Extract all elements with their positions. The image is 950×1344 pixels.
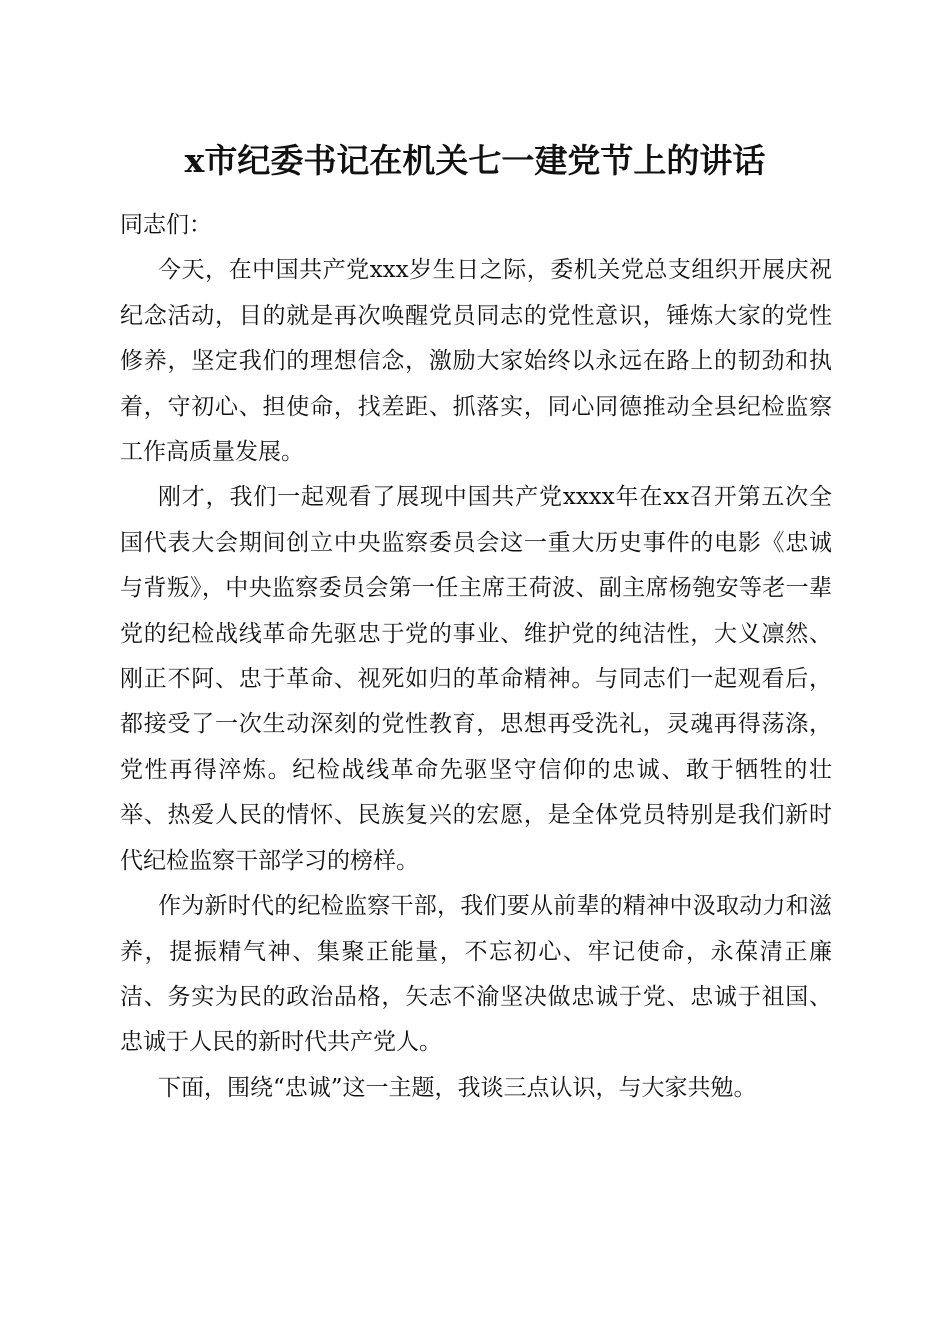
paragraph-opening: 今天，在中国共产党xxx岁生日之际，委机关党总支组织开展庆祝纪念活动，目的就是再次唤醒党员同志的党性意识，锤炼大家的党性修养，坚定我们的理想信念，激励大家始终以永远在路上的韧劲和执着，守初心、担使命，找差距、抓落实，同心同德推动全县纪检监察工作高质量发展。 <box>120 257 832 466</box>
document-body <box>120 203 832 1111</box>
paragraph-topic-intro: 下面，围绕“忠诚”这一主题，我谈三点认识，与大家共勉。 <box>158 1074 757 1101</box>
salutation: 同志们： <box>120 212 212 238</box>
paragraph-film-viewing: 刚才，我们一起观看了展现中国共产党xxxx年在xx召开第五次全国代表大会期间创立中央监察委员会这一重大历史事件的电影《忠诚与背叛》，中央监察委员会第一任主席王荷波、副主席杨匏安等老一辈党的纪检战线革命先驱忠于党的事业、维护党的纯洁性，大义凛然、刚正不阿、忠于革命、视死如归的革命精神。与同志们一起观看后，都接受了一次生动深刻的党性教育，思想再受洗礼，灵魂再得荡涤，党性再得淬炼。纪检战线革命先驱坚守信仰的忠诚、敢于牺牲的壮举、热爱人民的情怀、民族复兴的宏愿，是全体党员特别是我们新时代纪检监察干部学习的榜样。 <box>120 484 832 874</box>
document-title: x市纪委书记在机关七一建党节上的讲话 <box>184 141 766 180</box>
paragraph-new-era-cadres: 作为新时代的纪检监察干部，我们要从前辈的精神中汲取动力和滋养，提振精气神、集聚正能量，不忘初心、牢记使命，永葆清正廉洁、务实为民的政治品格，矢志不渝坚决做忠诚于党、忠诚于祖国、忠诚于人民的新时代共产党人。 <box>120 893 832 1056</box>
